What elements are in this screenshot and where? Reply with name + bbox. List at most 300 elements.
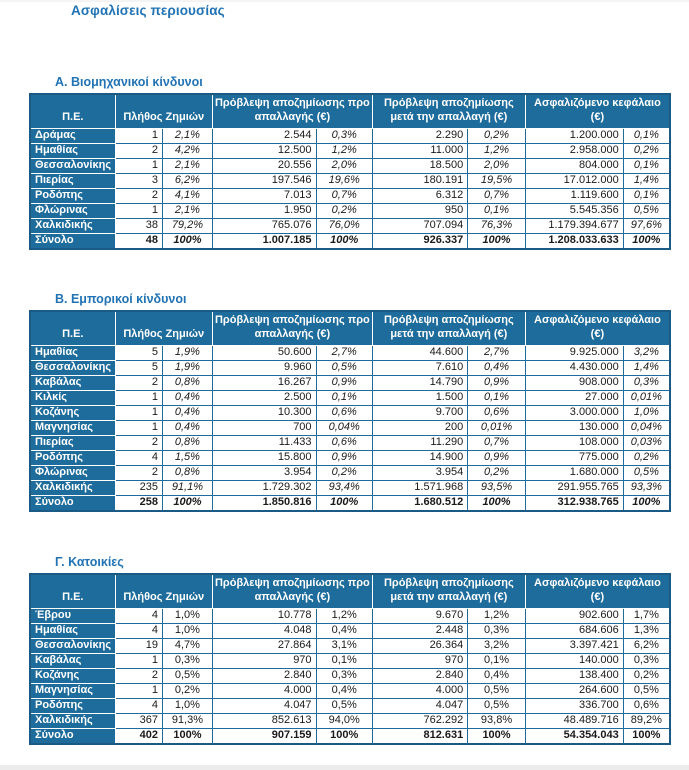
post-deductible-cell: 9.700 bbox=[372, 405, 467, 420]
pre-deductible-cell: 1.850.816 bbox=[212, 495, 316, 511]
table-row bbox=[30, 683, 670, 698]
claims-count-cell: 1 bbox=[115, 420, 162, 435]
pre-deductible-pct-cell: 0,1% bbox=[316, 390, 372, 405]
post-deductible-pct-cell: 76,3% bbox=[468, 218, 526, 233]
pe-cell: Καβάλας bbox=[30, 375, 115, 390]
capital-pct-cell: 0,5% bbox=[623, 683, 670, 698]
page-bottom-edge bbox=[0, 765, 689, 770]
col-header-claims: Πλήθος Ζημιών bbox=[115, 311, 212, 345]
claims-pct-cell: 0,4% bbox=[162, 405, 212, 420]
total-row bbox=[30, 495, 670, 511]
capital-cell: 138.400 bbox=[525, 668, 623, 683]
post-deductible-cell: 44.600 bbox=[372, 345, 467, 360]
capital-cell: 684.606 bbox=[525, 623, 623, 638]
pe-cell: Δράμας bbox=[30, 128, 115, 143]
capital-cell: 1.179.394.677 bbox=[525, 218, 623, 233]
pe-cell: Κιλκίς bbox=[30, 390, 115, 405]
pre-deductible-cell: 765.076 bbox=[212, 218, 316, 233]
post-deductible-cell: 1.571.968 bbox=[372, 480, 467, 495]
capital-pct-cell: 93,3% bbox=[623, 480, 670, 495]
post-deductible-cell: 4.047 bbox=[372, 698, 467, 713]
table-industrial-risks bbox=[29, 93, 671, 250]
claims-pct-cell: 1,0% bbox=[162, 608, 212, 623]
section-commercial bbox=[0, 292, 689, 512]
table-row bbox=[30, 608, 670, 623]
pre-deductible-pct-cell: 1,2% bbox=[316, 608, 372, 623]
section-title-commercial: Β. Εμπορικοί κίνδυνοι bbox=[55, 292, 187, 306]
col-header-claims: Πλήθος Ζημιών bbox=[115, 94, 212, 128]
header-row bbox=[30, 94, 670, 128]
capital-pct-cell: 1,4% bbox=[623, 360, 670, 375]
pre-deductible-pct-cell: 2,0% bbox=[316, 158, 372, 173]
capital-pct-cell: 89,2% bbox=[623, 713, 670, 728]
post-deductible-pct-cell: 3,2% bbox=[468, 638, 526, 653]
post-deductible-cell: 1.680.512 bbox=[372, 495, 467, 511]
section-residences bbox=[0, 555, 689, 745]
table-commercial-risks bbox=[29, 310, 671, 512]
pre-deductible-cell: 10.778 bbox=[212, 608, 316, 623]
capital-cell: 291.955.765 bbox=[525, 480, 623, 495]
claims-pct-cell: 4,1% bbox=[162, 188, 212, 203]
header-row bbox=[30, 311, 670, 345]
post-deductible-pct-cell: 0,5% bbox=[468, 698, 526, 713]
claims-pct-cell: 100% bbox=[162, 728, 212, 744]
capital-cell: 1.119.600 bbox=[525, 188, 623, 203]
table-row bbox=[30, 390, 670, 405]
capital-cell: 1.208.033.633 bbox=[525, 233, 623, 249]
claims-pct-cell: 2,1% bbox=[162, 203, 212, 218]
table-row bbox=[30, 173, 670, 188]
post-deductible-pct-cell: 0,01% bbox=[468, 420, 526, 435]
capital-pct-cell: 1,0% bbox=[623, 405, 670, 420]
post-deductible-pct-cell: 2,0% bbox=[468, 158, 526, 173]
post-deductible-cell: 812.631 bbox=[372, 728, 467, 744]
col-header-pre-deductible: Πρόβλεψη αποζημίωσης προ απαλλαγής (€) bbox=[212, 94, 372, 128]
claims-count-cell: 2 bbox=[115, 668, 162, 683]
claims-count-cell: 48 bbox=[115, 233, 162, 249]
col-header-pe: Π.Ε. bbox=[30, 311, 115, 345]
capital-cell: 312.938.765 bbox=[525, 495, 623, 511]
table-row bbox=[30, 465, 670, 480]
post-deductible-pct-cell: 100% bbox=[468, 495, 526, 511]
capital-pct-cell: 3,2% bbox=[623, 345, 670, 360]
capital-pct-cell: 0,01% bbox=[623, 390, 670, 405]
pe-cell: Φλώρινας bbox=[30, 203, 115, 218]
pre-deductible-pct-cell: 0,9% bbox=[316, 375, 372, 390]
claims-count-cell: 235 bbox=[115, 480, 162, 495]
pre-deductible-pct-cell: 0,3% bbox=[316, 128, 372, 143]
post-deductible-cell: 9.670 bbox=[372, 608, 467, 623]
table-row bbox=[30, 623, 670, 638]
pre-deductible-cell: 970 bbox=[212, 653, 316, 668]
pre-deductible-pct-cell: 100% bbox=[316, 233, 372, 249]
pe-cell: Θεσσαλονίκης bbox=[30, 158, 115, 173]
capital-cell: 908.000 bbox=[525, 375, 623, 390]
pre-deductible-pct-cell: 0,6% bbox=[316, 435, 372, 450]
pre-deductible-cell: 4.048 bbox=[212, 623, 316, 638]
pre-deductible-pct-cell: 1,2% bbox=[316, 143, 372, 158]
post-deductible-cell: 6.312 bbox=[372, 188, 467, 203]
pe-cell: Κοζάνης bbox=[30, 668, 115, 683]
capital-cell: 17.012.000 bbox=[525, 173, 623, 188]
pe-cell: Θεσσαλονίκης bbox=[30, 360, 115, 375]
claims-count-cell: 402 bbox=[115, 728, 162, 744]
claims-pct-cell: 1,5% bbox=[162, 450, 212, 465]
capital-cell: 5.545.356 bbox=[525, 203, 623, 218]
pre-deductible-cell: 9.960 bbox=[212, 360, 316, 375]
claims-pct-cell: 1,0% bbox=[162, 698, 212, 713]
pre-deductible-pct-cell: 0,2% bbox=[316, 465, 372, 480]
pre-deductible-pct-cell: 2,7% bbox=[316, 345, 372, 360]
claims-pct-cell: 4,7% bbox=[162, 638, 212, 653]
capital-pct-cell: 1,3% bbox=[623, 623, 670, 638]
pe-cell: Σύνολο bbox=[30, 233, 115, 249]
claims-pct-cell: 0,4% bbox=[162, 390, 212, 405]
claims-pct-cell: 1,0% bbox=[162, 623, 212, 638]
post-deductible-cell: 180.191 bbox=[372, 173, 467, 188]
pre-deductible-pct-cell: 76,0% bbox=[316, 218, 372, 233]
claims-count-cell: 2 bbox=[115, 188, 162, 203]
claims-count-cell: 5 bbox=[115, 360, 162, 375]
col-header-claims: Πλήθος Ζημιών bbox=[115, 574, 212, 608]
capital-pct-cell: 97,6% bbox=[623, 218, 670, 233]
claims-count-cell: 5 bbox=[115, 345, 162, 360]
col-header-post-deductible: Πρόβλεψη αποζημίωσης μετά την απαλλαγή (€) bbox=[372, 574, 525, 608]
claims-count-cell: 1 bbox=[115, 203, 162, 218]
table-row bbox=[30, 143, 670, 158]
capital-cell: 775.000 bbox=[525, 450, 623, 465]
claims-count-cell: 4 bbox=[115, 623, 162, 638]
pe-cell: Χαλκιδικής bbox=[30, 480, 115, 495]
page-top-edge bbox=[0, 0, 689, 2]
col-header-post-deductible: Πρόβλεψη αποζημίωσης μετά την απαλλαγή (€) bbox=[372, 311, 525, 345]
pe-cell: Θεσσαλονίκης bbox=[30, 638, 115, 653]
capital-pct-cell: 6,2% bbox=[623, 638, 670, 653]
section-industrial bbox=[0, 75, 689, 250]
pre-deductible-cell: 2.840 bbox=[212, 668, 316, 683]
capital-pct-cell: 0,1% bbox=[623, 188, 670, 203]
claims-pct-cell: 0,8% bbox=[162, 435, 212, 450]
capital-pct-cell: 0,03% bbox=[623, 435, 670, 450]
pre-deductible-cell: 12.500 bbox=[212, 143, 316, 158]
capital-cell: 48.489.716 bbox=[525, 713, 623, 728]
pre-deductible-cell: 2.544 bbox=[212, 128, 316, 143]
pe-cell: Χαλκιδικής bbox=[30, 218, 115, 233]
pre-deductible-cell: 197.546 bbox=[212, 173, 316, 188]
pe-cell: Σύνολο bbox=[30, 728, 115, 744]
pe-cell: Χαλκιδικής bbox=[30, 713, 115, 728]
pre-deductible-pct-cell: 94,0% bbox=[316, 713, 372, 728]
post-deductible-cell: 14.900 bbox=[372, 450, 467, 465]
post-deductible-cell: 1.500 bbox=[372, 390, 467, 405]
pre-deductible-cell: 15.800 bbox=[212, 450, 316, 465]
claims-count-cell: 3 bbox=[115, 173, 162, 188]
table-row bbox=[30, 435, 670, 450]
capital-pct-cell: 100% bbox=[623, 728, 670, 744]
pe-cell: Φλώρινας bbox=[30, 465, 115, 480]
pe-cell: Ροδόπης bbox=[30, 698, 115, 713]
claims-pct-cell: 2,1% bbox=[162, 128, 212, 143]
pre-deductible-cell: 1.950 bbox=[212, 203, 316, 218]
post-deductible-cell: 11.000 bbox=[372, 143, 467, 158]
pre-deductible-pct-cell: 0,6% bbox=[316, 405, 372, 420]
post-deductible-cell: 2.290 bbox=[372, 128, 467, 143]
table-row bbox=[30, 188, 670, 203]
capital-cell: 130.000 bbox=[525, 420, 623, 435]
claims-pct-cell: 0,8% bbox=[162, 465, 212, 480]
post-deductible-pct-cell: 0,4% bbox=[468, 360, 526, 375]
pe-cell: Πιερίας bbox=[30, 173, 115, 188]
post-deductible-cell: 707.094 bbox=[372, 218, 467, 233]
post-deductible-pct-cell: 0,2% bbox=[468, 465, 526, 480]
post-deductible-cell: 3.954 bbox=[372, 465, 467, 480]
claims-count-cell: 367 bbox=[115, 713, 162, 728]
pre-deductible-cell: 11.433 bbox=[212, 435, 316, 450]
claims-pct-cell: 0,3% bbox=[162, 653, 212, 668]
col-header-pe: Π.Ε. bbox=[30, 574, 115, 608]
pre-deductible-cell: 4.047 bbox=[212, 698, 316, 713]
pre-deductible-pct-cell: 19,6% bbox=[316, 173, 372, 188]
post-deductible-pct-cell: 0,1% bbox=[468, 203, 526, 218]
post-deductible-pct-cell: 0,9% bbox=[468, 450, 526, 465]
claims-count-cell: 2 bbox=[115, 435, 162, 450]
post-deductible-cell: 26.364 bbox=[372, 638, 467, 653]
post-deductible-pct-cell: 100% bbox=[468, 728, 526, 744]
pre-deductible-pct-cell: 0,4% bbox=[316, 623, 372, 638]
capital-cell: 3.397.421 bbox=[525, 638, 623, 653]
post-deductible-cell: 2.840 bbox=[372, 668, 467, 683]
table-row bbox=[30, 218, 670, 233]
claims-pct-cell: 4,2% bbox=[162, 143, 212, 158]
col-header-capital: Ασφαλιζόμενο κεφάλαιο (€) bbox=[525, 311, 670, 345]
pre-deductible-cell: 700 bbox=[212, 420, 316, 435]
pe-cell: Μαγνησίας bbox=[30, 683, 115, 698]
page-title: Ασφαλίσεις περιουσίας bbox=[71, 3, 225, 18]
post-deductible-pct-cell: 0,9% bbox=[468, 375, 526, 390]
table-row bbox=[30, 158, 670, 173]
claims-pct-cell: 1,9% bbox=[162, 345, 212, 360]
claims-pct-cell: 0,4% bbox=[162, 420, 212, 435]
table-residences bbox=[29, 573, 671, 745]
capital-cell: 140.000 bbox=[525, 653, 623, 668]
pe-cell: Καβάλας bbox=[30, 653, 115, 668]
capital-pct-cell: 100% bbox=[623, 233, 670, 249]
pre-deductible-cell: 907.159 bbox=[212, 728, 316, 744]
post-deductible-cell: 14.790 bbox=[372, 375, 467, 390]
claims-pct-cell: 91,1% bbox=[162, 480, 212, 495]
pre-deductible-pct-cell: 0,5% bbox=[316, 360, 372, 375]
pe-cell: Πιερίας bbox=[30, 435, 115, 450]
claims-count-cell: 1 bbox=[115, 158, 162, 173]
pre-deductible-cell: 20.556 bbox=[212, 158, 316, 173]
pe-cell: Ροδόπης bbox=[30, 450, 115, 465]
pre-deductible-pct-cell: 100% bbox=[316, 495, 372, 511]
pre-deductible-cell: 3.954 bbox=[212, 465, 316, 480]
capital-cell: 902.600 bbox=[525, 608, 623, 623]
pre-deductible-pct-cell: 93,4% bbox=[316, 480, 372, 495]
table-row bbox=[30, 480, 670, 495]
total-row bbox=[30, 233, 670, 249]
post-deductible-pct-cell: 93,8% bbox=[468, 713, 526, 728]
post-deductible-cell: 762.292 bbox=[372, 713, 467, 728]
claims-count-cell: 2 bbox=[115, 143, 162, 158]
table-row bbox=[30, 638, 670, 653]
claims-pct-cell: 2,1% bbox=[162, 158, 212, 173]
col-header-pre-deductible: Πρόβλεψη αποζημίωσης προ απαλλαγής (€) bbox=[212, 311, 372, 345]
pe-cell: Ημαθίας bbox=[30, 143, 115, 158]
post-deductible-cell: 4.000 bbox=[372, 683, 467, 698]
capital-cell: 804.000 bbox=[525, 158, 623, 173]
claims-count-cell: 1 bbox=[115, 683, 162, 698]
capital-cell: 54.354.043 bbox=[525, 728, 623, 744]
table-row bbox=[30, 360, 670, 375]
pe-cell: Έβρου bbox=[30, 608, 115, 623]
capital-pct-cell: 0,6% bbox=[623, 698, 670, 713]
claims-pct-cell: 91,3% bbox=[162, 713, 212, 728]
capital-pct-cell: 0,2% bbox=[623, 143, 670, 158]
post-deductible-pct-cell: 93,5% bbox=[468, 480, 526, 495]
post-deductible-pct-cell: 0,7% bbox=[468, 188, 526, 203]
pre-deductible-cell: 1.729.302 bbox=[212, 480, 316, 495]
post-deductible-pct-cell: 100% bbox=[468, 233, 526, 249]
table-row bbox=[30, 668, 670, 683]
pre-deductible-cell: 10.300 bbox=[212, 405, 316, 420]
pre-deductible-cell: 27.864 bbox=[212, 638, 316, 653]
pre-deductible-pct-cell: 0,1% bbox=[316, 653, 372, 668]
claims-pct-cell: 0,2% bbox=[162, 683, 212, 698]
col-header-pe: Π.Ε. bbox=[30, 94, 115, 128]
capital-pct-cell: 0,04% bbox=[623, 420, 670, 435]
table-row bbox=[30, 420, 670, 435]
post-deductible-pct-cell: 1,2% bbox=[468, 143, 526, 158]
claims-count-cell: 4 bbox=[115, 608, 162, 623]
pre-deductible-pct-cell: 0,2% bbox=[316, 203, 372, 218]
pre-deductible-cell: 852.613 bbox=[212, 713, 316, 728]
table-row bbox=[30, 450, 670, 465]
col-header-capital: Ασφαλιζόμενο κεφάλαιο (€) bbox=[525, 574, 670, 608]
pe-cell: Ημαθίας bbox=[30, 623, 115, 638]
capital-cell: 4.430.000 bbox=[525, 360, 623, 375]
col-header-capital: Ασφαλιζόμενο κεφάλαιο (€) bbox=[525, 94, 670, 128]
post-deductible-pct-cell: 0,4% bbox=[468, 668, 526, 683]
table-row bbox=[30, 405, 670, 420]
pre-deductible-pct-cell: 0,7% bbox=[316, 188, 372, 203]
capital-pct-cell: 0,3% bbox=[623, 375, 670, 390]
capital-pct-cell: 0,1% bbox=[623, 128, 670, 143]
capital-pct-cell: 100% bbox=[623, 495, 670, 511]
claims-pct-cell: 100% bbox=[162, 233, 212, 249]
capital-pct-cell: 1,7% bbox=[623, 608, 670, 623]
pre-deductible-cell: 1.007.185 bbox=[212, 233, 316, 249]
capital-pct-cell: 0,3% bbox=[623, 653, 670, 668]
claims-count-cell: 1 bbox=[115, 405, 162, 420]
post-deductible-pct-cell: 0,1% bbox=[468, 653, 526, 668]
pre-deductible-pct-cell: 0,3% bbox=[316, 668, 372, 683]
post-deductible-cell: 7.610 bbox=[372, 360, 467, 375]
post-deductible-pct-cell: 0,1% bbox=[468, 390, 526, 405]
capital-pct-cell: 0,1% bbox=[623, 158, 670, 173]
claims-count-cell: 4 bbox=[115, 450, 162, 465]
capital-pct-cell: 0,5% bbox=[623, 203, 670, 218]
pre-deductible-cell: 4.000 bbox=[212, 683, 316, 698]
section-title-residences: Γ. Κατοικίες bbox=[55, 555, 124, 569]
post-deductible-cell: 18.500 bbox=[372, 158, 467, 173]
claims-count-cell: 4 bbox=[115, 698, 162, 713]
pre-deductible-cell: 50.600 bbox=[212, 345, 316, 360]
table-row bbox=[30, 713, 670, 728]
table-row bbox=[30, 345, 670, 360]
capital-cell: 9.925.000 bbox=[525, 345, 623, 360]
post-deductible-pct-cell: 1,2% bbox=[468, 608, 526, 623]
pre-deductible-cell: 16.267 bbox=[212, 375, 316, 390]
post-deductible-cell: 11.290 bbox=[372, 435, 467, 450]
pe-cell: Ημαθίας bbox=[30, 345, 115, 360]
claims-count-cell: 1 bbox=[115, 390, 162, 405]
table-row bbox=[30, 203, 670, 218]
pre-deductible-cell: 2.500 bbox=[212, 390, 316, 405]
post-deductible-cell: 2.448 bbox=[372, 623, 467, 638]
capital-cell: 27.000 bbox=[525, 390, 623, 405]
claims-pct-cell: 1,9% bbox=[162, 360, 212, 375]
post-deductible-pct-cell: 0,7% bbox=[468, 435, 526, 450]
total-row bbox=[30, 728, 670, 744]
capital-pct-cell: 0,5% bbox=[623, 465, 670, 480]
capital-cell: 3.000.000 bbox=[525, 405, 623, 420]
post-deductible-cell: 200 bbox=[372, 420, 467, 435]
header-row bbox=[30, 574, 670, 608]
post-deductible-cell: 970 bbox=[372, 653, 467, 668]
claims-pct-cell: 0,8% bbox=[162, 375, 212, 390]
pe-cell: Κοζάνης bbox=[30, 405, 115, 420]
table-row bbox=[30, 128, 670, 143]
pre-deductible-pct-cell: 0,5% bbox=[316, 698, 372, 713]
claims-count-cell: 258 bbox=[115, 495, 162, 511]
post-deductible-pct-cell: 0,6% bbox=[468, 405, 526, 420]
claims-pct-cell: 79,2% bbox=[162, 218, 212, 233]
post-deductible-cell: 950 bbox=[372, 203, 467, 218]
pre-deductible-pct-cell: 0,4% bbox=[316, 683, 372, 698]
claims-pct-cell: 100% bbox=[162, 495, 212, 511]
capital-cell: 2.958.000 bbox=[525, 143, 623, 158]
claims-pct-cell: 0,5% bbox=[162, 668, 212, 683]
col-header-pre-deductible: Πρόβλεψη αποζημίωσης προ απαλλαγής (€) bbox=[212, 574, 372, 608]
pre-deductible-cell: 7.013 bbox=[212, 188, 316, 203]
capital-cell: 264.600 bbox=[525, 683, 623, 698]
post-deductible-pct-cell: 0,5% bbox=[468, 683, 526, 698]
claims-count-cell: 1 bbox=[115, 653, 162, 668]
pre-deductible-pct-cell: 0,04% bbox=[316, 420, 372, 435]
post-deductible-cell: 926.337 bbox=[372, 233, 467, 249]
claims-count-cell: 38 bbox=[115, 218, 162, 233]
capital-cell: 1.200.000 bbox=[525, 128, 623, 143]
pre-deductible-pct-cell: 3,1% bbox=[316, 638, 372, 653]
table-row bbox=[30, 698, 670, 713]
table-row bbox=[30, 653, 670, 668]
capital-cell: 1.680.000 bbox=[525, 465, 623, 480]
claims-count-cell: 19 bbox=[115, 638, 162, 653]
claims-count-cell: 2 bbox=[115, 375, 162, 390]
claims-count-cell: 2 bbox=[115, 465, 162, 480]
capital-pct-cell: 1,4% bbox=[623, 173, 670, 188]
claims-pct-cell: 6,2% bbox=[162, 173, 212, 188]
post-deductible-pct-cell: 0,2% bbox=[468, 128, 526, 143]
pe-cell: Σύνολο bbox=[30, 495, 115, 511]
pe-cell: Μαγνησίας bbox=[30, 420, 115, 435]
pre-deductible-pct-cell: 100% bbox=[316, 728, 372, 744]
post-deductible-pct-cell: 0,3% bbox=[468, 623, 526, 638]
section-title-industrial: Α. Βιομηχανικοί κίνδυνοι bbox=[55, 75, 203, 89]
post-deductible-pct-cell: 2,7% bbox=[468, 345, 526, 360]
